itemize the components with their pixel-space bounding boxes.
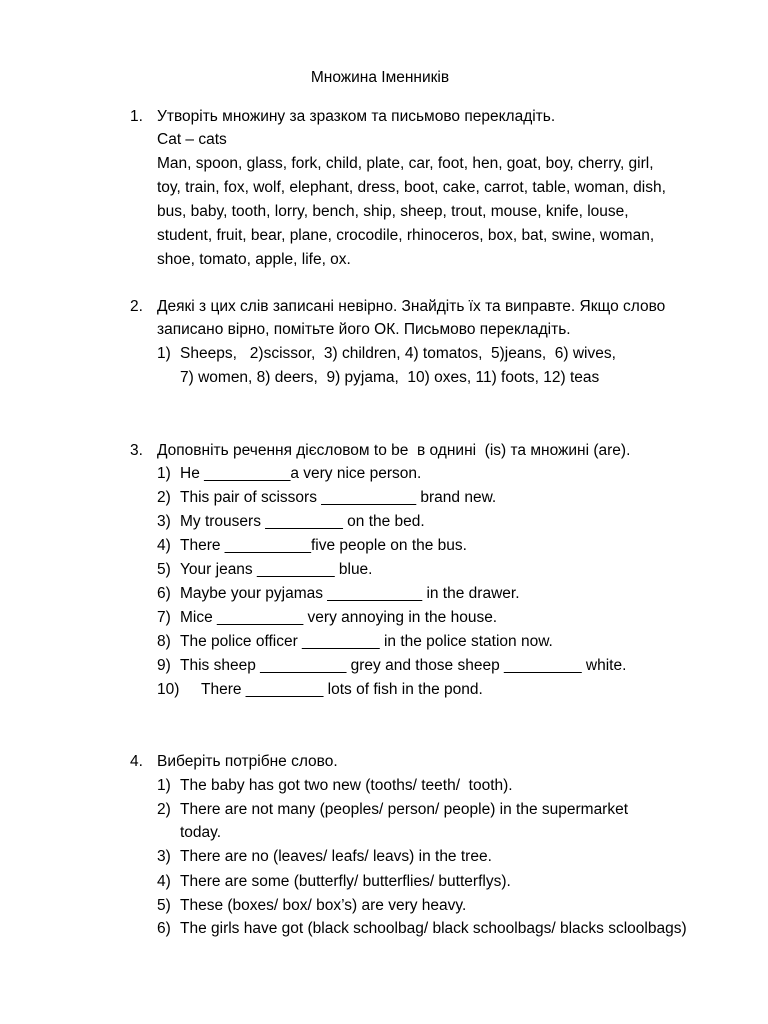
item-number: 3) (157, 848, 171, 865)
item-number: 2) (157, 489, 171, 506)
item-text: This pair of scissors ___________ brand new. (180, 489, 497, 506)
item-text: These (boxes/ box/ box’s) are very heavy. (180, 897, 467, 914)
item-text: Maybe your pyjamas ___________ in the drawer. (180, 585, 520, 602)
word-list-line: student, fruit, bear, plane, crocodile, rhinoceros, box, bat, swine, woman, (157, 227, 655, 244)
item-text: There are no (leaves/ leafs/ leavs) in the tree. (180, 848, 492, 865)
section-heading: Деякі з цих слів записані невірно. Знайдіть їх та виправте. Якщо слово (157, 298, 666, 315)
word-list-line: bus, baby, tooth, lorry, bench, ship, sheep, trout, mouse, knife, louse, (157, 203, 629, 220)
item-number: 6) (157, 920, 171, 937)
item-text-cont: today. (180, 824, 222, 841)
item-text: This sheep __________ grey and those sheep _________ white. (180, 657, 627, 674)
section-heading: Утворіть множину за зразком та письмово перекладіть. (157, 108, 556, 125)
item-number: 1) (157, 777, 171, 794)
item-text: Sheeps, 2)scissor, 3) children, 4) tomatos, 5)jeans, 6) wives, (180, 345, 616, 362)
item-text: My trousers _________ on the bed. (180, 513, 425, 530)
word-list-line: Man, spoon, glass, fork, child, plate, car, foot, hen, goat, boy, cherry, girl, (157, 155, 654, 172)
item-number: 3) (157, 513, 171, 530)
page-title: Множина Іменників (310, 69, 450, 86)
example-line: Cat – cats (157, 131, 227, 148)
item-number: 6) (157, 585, 171, 602)
item-number: 7) (157, 609, 171, 626)
item-number: 4) (157, 873, 171, 890)
item-text: There are some (butterfly/ butterflies/ butterflys). (180, 873, 511, 890)
section-heading: Доповніть речення дієсловом to be в однині (is) та множині (are). (157, 442, 631, 459)
item-text: There _________ lots of fish in the pond. (201, 681, 483, 698)
section-number: 2. (130, 298, 143, 315)
section-heading-cont: записано вірно, помітьте його ОК. Письмово перекладіть. (157, 321, 571, 338)
section-number: 1. (130, 108, 143, 125)
item-text: Your jeans _________ blue. (180, 561, 373, 578)
item-number: 4) (157, 537, 171, 554)
item-number: 8) (157, 633, 171, 650)
section-number: 3. (130, 442, 143, 459)
item-text-cont: 7) women, 8) deers, 9) pyjama, 10) oxes, 11) foots, 12) teas (180, 369, 600, 386)
item-text: There are not many (peoples/ person/ people) in the supermarket (180, 801, 629, 818)
item-text: The police officer _________ in the police station now. (180, 633, 553, 650)
item-text: There __________five people on the bus. (180, 537, 467, 554)
word-list-line: shoe, tomato, apple, life, ox. (157, 251, 351, 268)
item-text: He __________a very nice person. (180, 465, 422, 482)
item-text: The girls have got (black schoolbag/ black schoolbags/ blacks scloolbags) (180, 920, 687, 937)
item-text: Mice __________ very annoying in the house. (180, 609, 498, 626)
item-number: 1) (157, 345, 171, 362)
item-number: 5) (157, 561, 171, 578)
section-number: 4. (130, 753, 143, 770)
section-heading: Виберіть потрібне слово. (157, 753, 338, 770)
item-number: 1) (157, 465, 171, 482)
item-text: The baby has got two new (tooths/ teeth/ tooth). (180, 777, 513, 794)
item-number: 5) (157, 897, 171, 914)
item-number: 9) (157, 657, 171, 674)
item-number: 2) (157, 801, 171, 818)
word-list-line: toy, train, fox, wolf, elephant, dress, boot, cake, carrot, table, woman, dish, (157, 179, 666, 196)
item-number: 10) (157, 681, 180, 698)
